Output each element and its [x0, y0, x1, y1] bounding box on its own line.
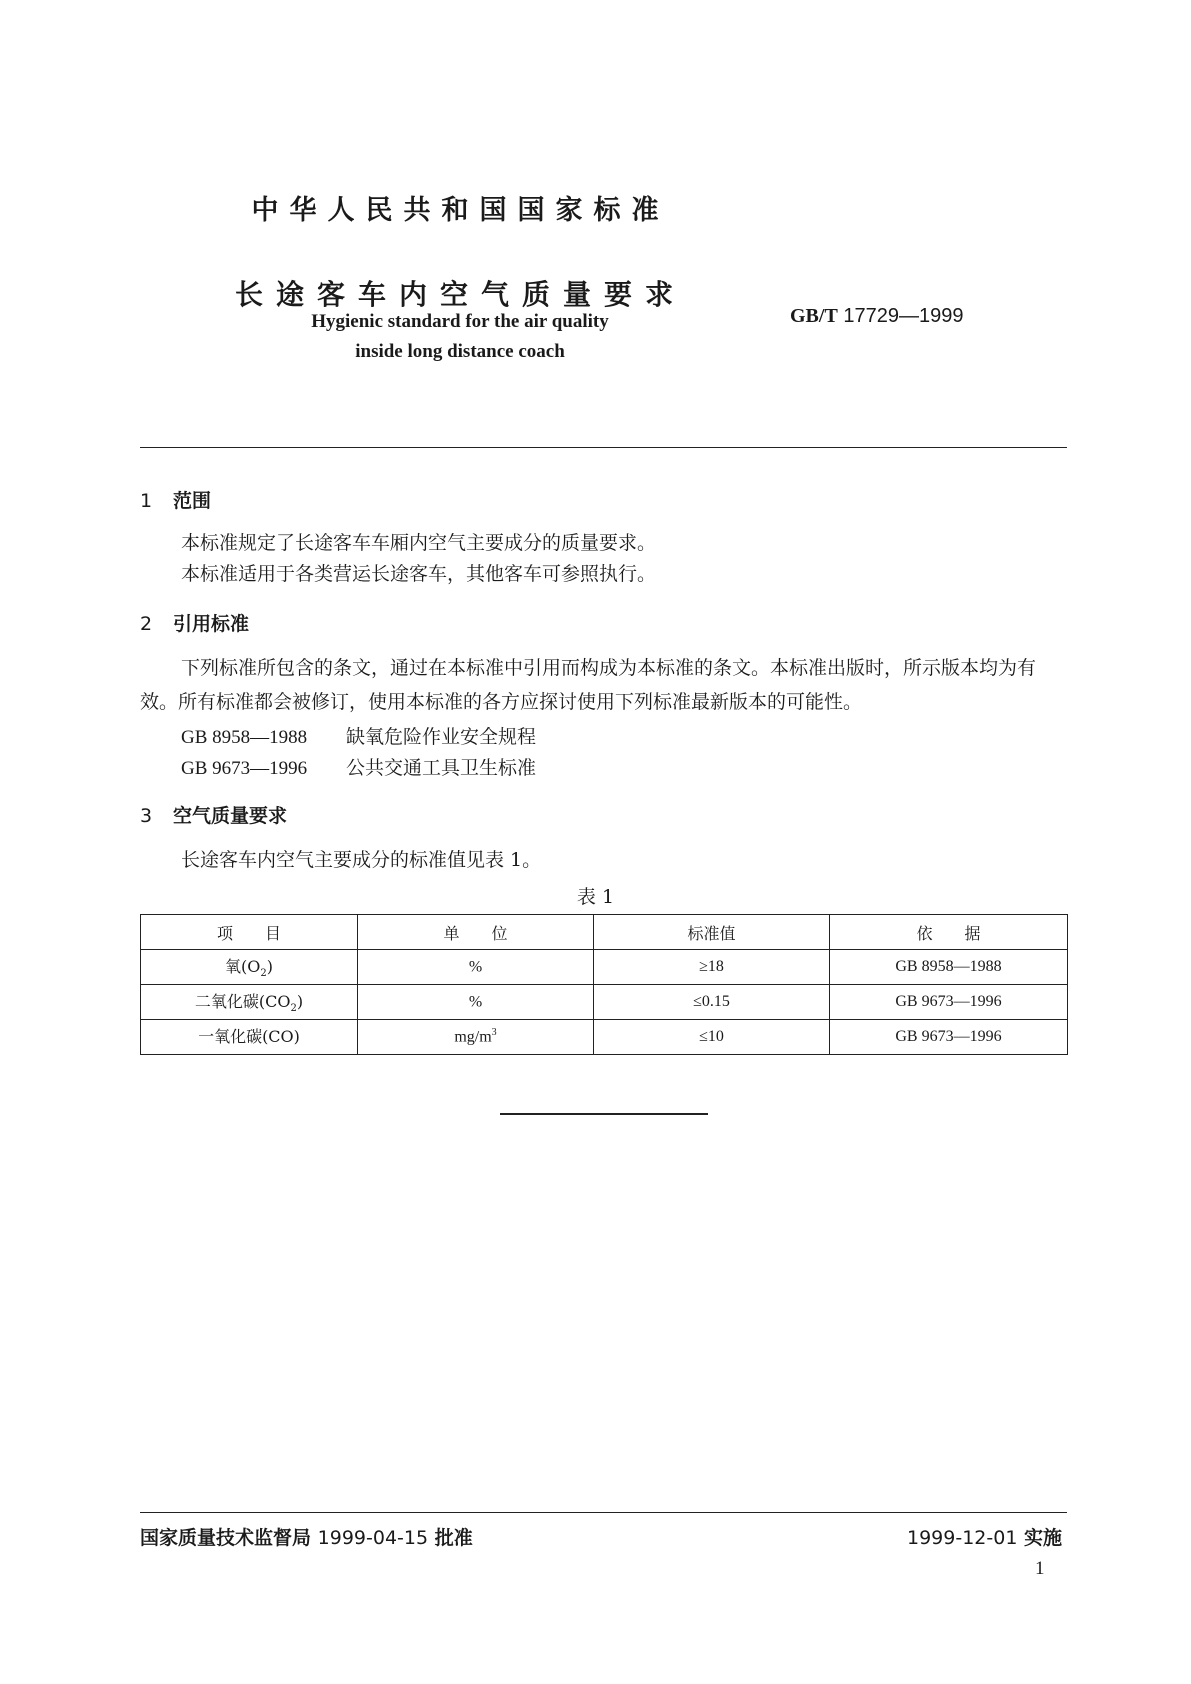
- table-row: [141, 985, 1068, 1020]
- unit-cell: [358, 985, 594, 1020]
- table-header-cell: 标准值: [594, 915, 830, 950]
- section-number: 3: [140, 805, 153, 827]
- item-name: 氧(O: [225, 957, 261, 977]
- document-title-en-line2: inside long distance coach: [355, 341, 565, 362]
- basis-cell: GB 9673—1996: [830, 1020, 1068, 1055]
- item-subscript: 2: [260, 968, 267, 980]
- reference-item: [181, 753, 536, 780]
- unit-superscript: 3: [491, 1027, 497, 1039]
- section-title: 引用标准: [173, 613, 250, 635]
- value-cell: ≥18: [594, 950, 830, 985]
- reference-title: 公共交通工具卫生标准: [346, 757, 537, 779]
- approval-info: [140, 1523, 473, 1550]
- reference-item: [181, 722, 536, 749]
- item-cell: [141, 950, 358, 985]
- unit: %: [468, 958, 483, 976]
- section-2-heading: [140, 609, 249, 636]
- approval-date: 1999-04-15: [317, 1527, 429, 1549]
- item-name: 二氧化碳(CO: [194, 992, 291, 1012]
- section-3-heading: [140, 801, 287, 828]
- document-title-cn: 长途客车内空气质量要求: [234, 278, 686, 311]
- item-cell: [141, 985, 358, 1020]
- item-cell: [141, 1020, 358, 1055]
- air-quality-table: [140, 914, 1068, 1055]
- unit: mg/m: [454, 1028, 492, 1046]
- item-close: ): [293, 1027, 300, 1047]
- section-3-paragraph: 长途客车内空气主要成分的标准值见表 1。: [181, 849, 542, 871]
- table-header-cell: 依 据: [830, 915, 1068, 950]
- section-1-paragraph-2: 本标准适用于各类营运长途客车，其他客车可参照执行。: [181, 563, 657, 585]
- footer-divider: [140, 1512, 1067, 1513]
- end-of-document-rule: [500, 1113, 708, 1115]
- reference-code: GB 8958—1988: [181, 727, 308, 748]
- table-row: [141, 1020, 1068, 1055]
- approval-org: 国家质量技术监督局: [140, 1527, 312, 1549]
- table-header-cell: 单 位: [358, 915, 594, 950]
- unit: %: [468, 993, 483, 1011]
- table-caption: 表 1: [576, 886, 615, 908]
- value-cell: ≤10: [594, 1020, 830, 1055]
- section-2-paragraph: 下列标准所包含的条文，通过在本标准中引用而构成为本标准的条文。本标准出版时，所示版本均为有效。所有标准都会被修订，使用本标准的各方应探讨使用下列标准最新版本的可能性。: [140, 657, 1037, 713]
- effective-info: [907, 1523, 1062, 1550]
- table-row: [141, 950, 1068, 985]
- section-number: 1: [140, 490, 153, 512]
- approval-label: 批准: [434, 1527, 473, 1549]
- value-cell: ≤0.15: [594, 985, 830, 1020]
- section-title: 空气质量要求: [173, 805, 288, 827]
- table-header-cell: 项 目: [141, 915, 358, 950]
- table-header-row: [141, 915, 1068, 950]
- section-title: 范围: [173, 490, 212, 512]
- reference-code: GB 9673—1996: [181, 758, 308, 779]
- reference-title: 缺氧危险作业安全规程: [346, 726, 537, 748]
- item-close: ): [266, 957, 273, 977]
- basis-cell: GB 9673—1996: [830, 985, 1068, 1020]
- standard-code-prefix: GB/T: [790, 305, 838, 327]
- section-number: 2: [140, 613, 153, 635]
- standard-type-title: 中华人民共和国国家标准: [251, 195, 670, 226]
- effective-date: 1999-12-01: [907, 1527, 1018, 1549]
- standard-code: [790, 305, 963, 328]
- item-subscript: 2: [290, 1003, 297, 1015]
- page-number: 1: [1035, 1558, 1045, 1579]
- basis-cell: GB 8958—1988: [830, 950, 1068, 985]
- effective-label: 实施: [1024, 1527, 1063, 1549]
- unit-cell: [358, 950, 594, 985]
- item-name: 一氧化碳(CO: [198, 1027, 294, 1047]
- unit-cell: [358, 1020, 594, 1055]
- section-1-paragraph-1: 本标准规定了长途客车车厢内空气主要成分的质量要求。: [181, 532, 657, 554]
- document-title-en-line1: Hygienic standard for the air quality: [311, 311, 609, 332]
- standard-code-number: 17729—1999: [843, 305, 964, 327]
- section-1-heading: [140, 486, 211, 513]
- header-divider: [140, 447, 1067, 448]
- item-close: ): [296, 992, 304, 1012]
